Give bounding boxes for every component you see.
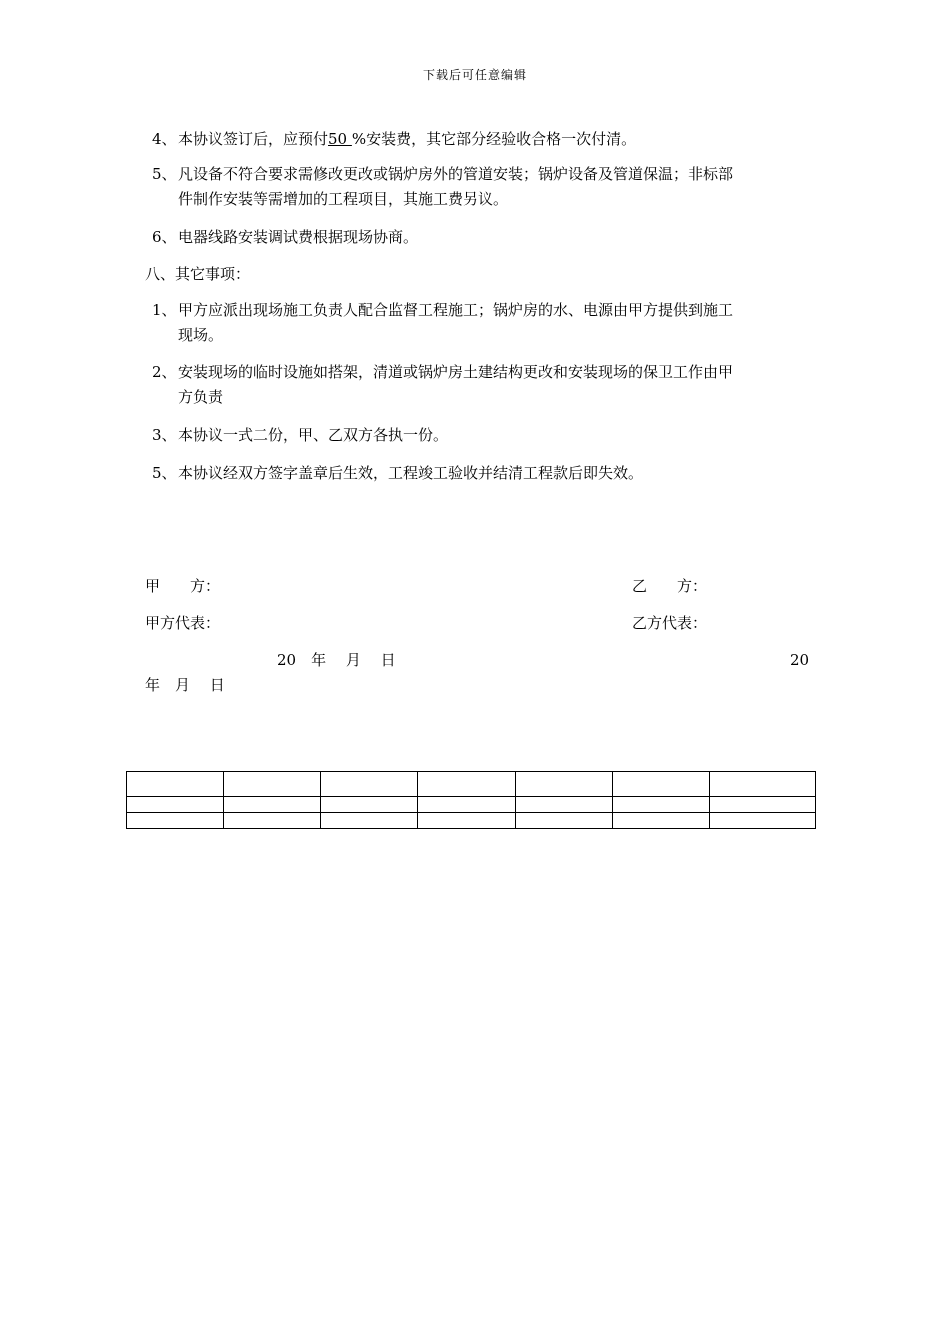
clause-line-1: 凡设备不符合要求需修改更改或锅炉房外的管道安装；锅炉设备及管道保温；非标部 (178, 165, 734, 183)
other-item-1 (152, 298, 812, 348)
blank-table (126, 771, 816, 829)
prepay-amount: 50 (328, 130, 352, 148)
table-cell (515, 772, 612, 797)
clause-number: 4、 (152, 130, 177, 148)
clause-text: 电器线路安装调试费根据现场协商。 (178, 228, 419, 246)
clause-6 (152, 225, 812, 250)
table-cell (127, 813, 224, 829)
table-cell (321, 772, 418, 797)
table-cell (710, 797, 816, 813)
clause-number: 3、 (152, 426, 177, 444)
table-cell (418, 797, 515, 813)
table-cell (224, 772, 321, 797)
other-item-2 (152, 360, 812, 410)
page-header: 下载后可任意编辑 (422, 68, 527, 82)
party-a-label: 甲 方： (145, 577, 221, 595)
party-a-rep-label: 甲方代表： (145, 614, 221, 632)
section-heading: 八、其它事项： (145, 265, 251, 283)
table-cell (127, 772, 224, 797)
clause-line-2: 方负责 (178, 388, 224, 406)
party-b-label: 乙 方： (632, 577, 708, 595)
table-cell (224, 813, 321, 829)
clause-4 (152, 127, 812, 152)
table-cell (515, 797, 612, 813)
table-cell (612, 772, 709, 797)
clause-text: 本协议经双方签字盖章后生效，工程竣工验收并结清工程款后即失效。 (178, 464, 644, 482)
clause-text: 本协议一式二份，甲、乙双方各执一份。 (178, 426, 449, 444)
clause-text-pre: 本协议签订后，应预付 (178, 130, 329, 148)
party-b-rep-label: 乙方代表： (632, 614, 708, 632)
party-b-date-year: 20 (790, 651, 810, 669)
clause-text-post: %安装费，其它部分经验收合格一次付清。 (351, 130, 637, 148)
table-cell (127, 797, 224, 813)
table-row (127, 772, 816, 797)
table-cell (710, 813, 816, 829)
clause-number: 1、 (152, 301, 177, 319)
party-a-date: 20 年 月 日 (277, 651, 396, 669)
table-cell (418, 772, 515, 797)
table-cell (612, 797, 709, 813)
table-cell (710, 772, 816, 797)
clause-line-1: 甲方应派出现场施工负责人配合监督工程施工；锅炉房的水、电源由甲方提供到施工 (178, 301, 734, 319)
clause-line-1: 安装现场的临时设施如搭架，清道或锅炉房土建结构更改和安装现场的保卫工作由甲 (178, 363, 734, 381)
other-item-3 (152, 423, 812, 448)
clause-number: 5、 (152, 165, 177, 183)
clause-line-2: 现场。 (178, 326, 224, 344)
clause-line-2: 件制作安装等需增加的工程项目，其施工费另议。 (178, 190, 509, 208)
table-cell (418, 813, 515, 829)
other-item-5 (152, 461, 812, 486)
table-row (127, 797, 816, 813)
clause-number: 6、 (152, 228, 177, 246)
clause-number: 2、 (152, 363, 177, 381)
table-cell (321, 813, 418, 829)
table-cell (321, 797, 418, 813)
table-cell (515, 813, 612, 829)
table-cell (224, 797, 321, 813)
table-cell (612, 813, 709, 829)
clause-5 (152, 162, 812, 212)
table-row (127, 813, 816, 829)
party-b-date-rest: 年 月 日 (145, 676, 225, 694)
clause-number: 5、 (152, 464, 177, 482)
